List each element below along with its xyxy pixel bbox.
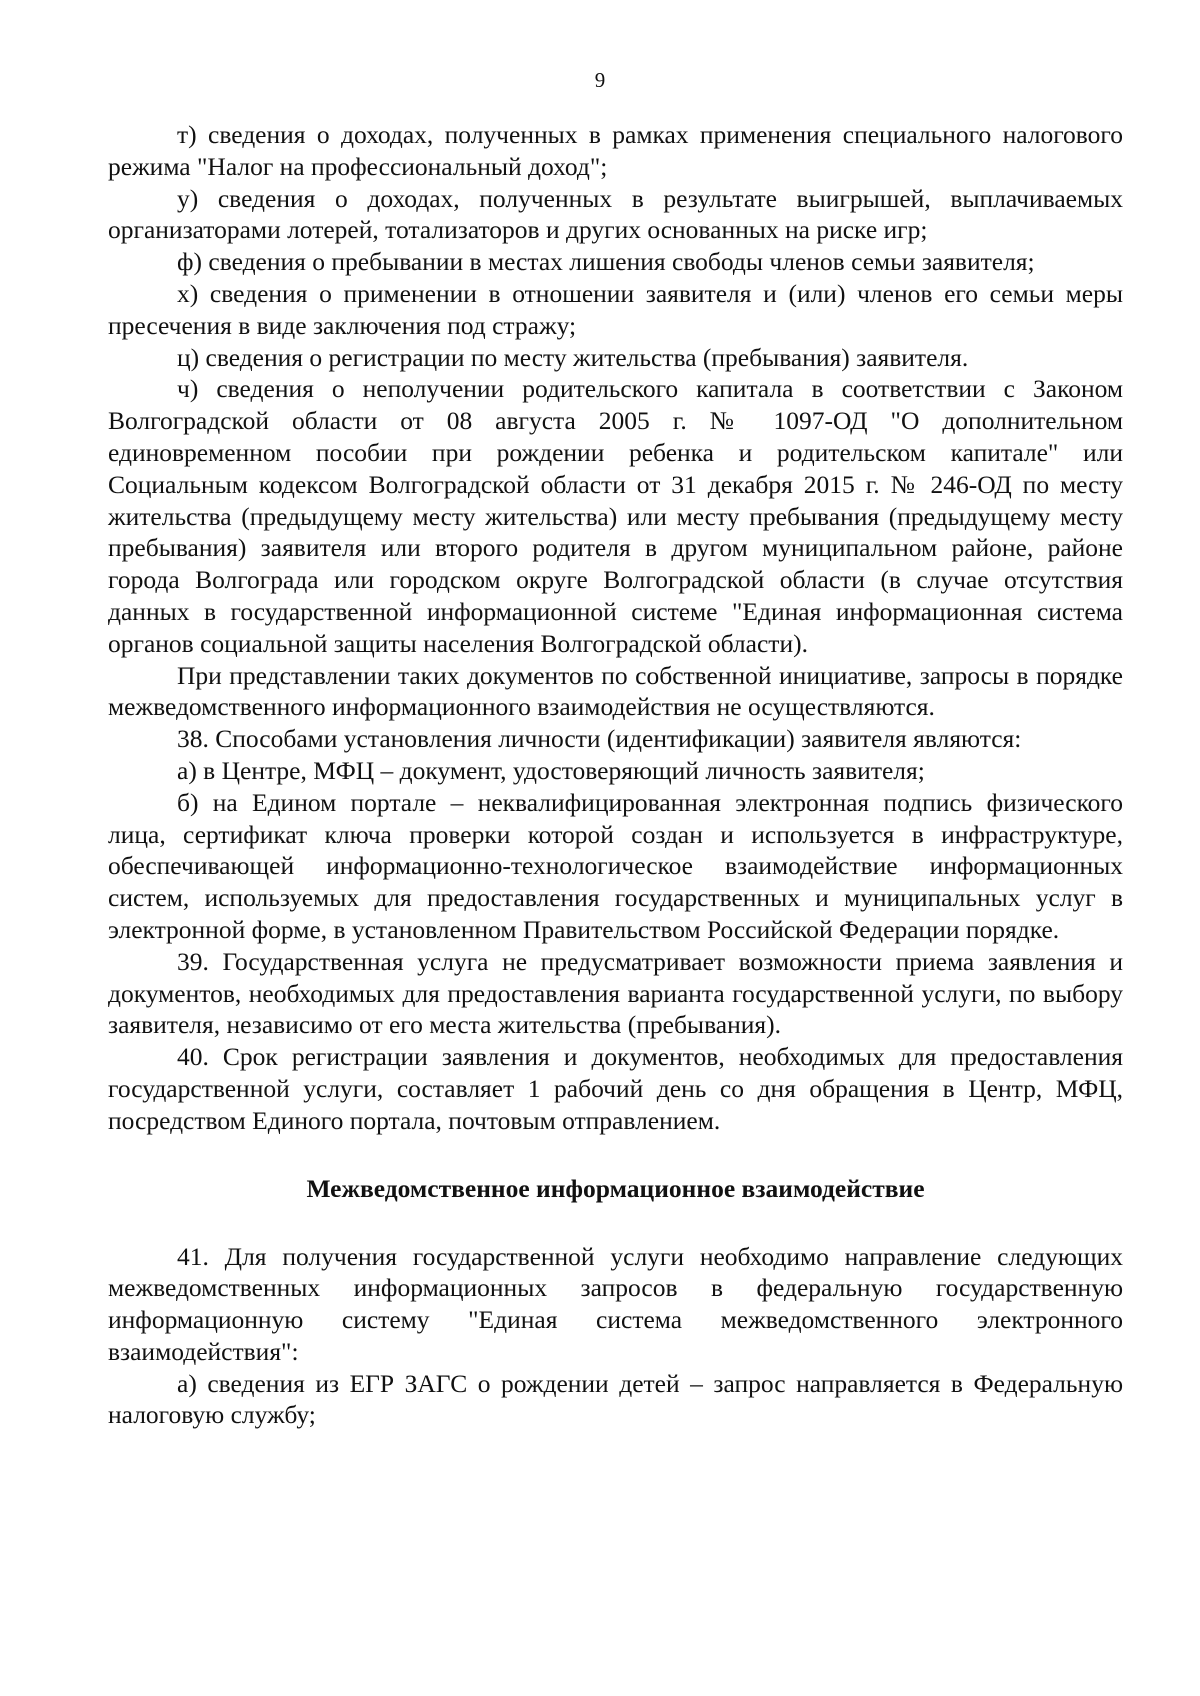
- paragraph-kh: х) сведения о применении в отношении заявителя и (или) членов его семьи меры пресечения в виде заключения под стражу;: [108, 278, 1123, 340]
- document-body: [108, 119, 1123, 1431]
- page-number: 9: [594, 68, 606, 92]
- paragraph-ch: ч) сведения о неполучении родительского капитала в соответствии с Законом Волгоградской области от 08 августа 2005 г. № 1097-ОД "О дополнительном единовременном пособии при рождении ребенка и родительском капитале" или Социальным кодексом Волгоградской области от 31 декабря 2015 г. № 246-ОД по месту жительства (предыдущему месту жительства) или месту пребывания (предыдущему месту пребывания) заявителя или второго родителя в другом муниципальном районе, районе города Волгограда или городском округе Волгоградской области (в случае отсутствия данных в государственной информационной системе "Единая информационная система органов социальной защиты населения Волгоградской области).: [108, 374, 1123, 658]
- paragraph-38-b: б) на Едином портале – неквалифицированная электронная подпись физического лица, сертификат ключа проверки которой создан и используется в инфраструктуре, обеспечивающей информационно-технологическое взаимодействие информационных систем, используемых для предоставления государственных и муниципальных услуг в электронной форме, в установленном Правительством Российской Федерации порядке.: [108, 787, 1123, 944]
- paragraph-41-a: а) сведения из ЕГР ЗАГС о рождении детей – запрос направляется в Федеральную налоговую службу;: [108, 1368, 1123, 1430]
- paragraph-u: у) сведения о доходах, полученных в результате выигрышей, выплачиваемых организаторами лотерей, тотализаторов и других основанных на риске игр;: [108, 183, 1123, 245]
- paragraph-39: 39. Государственная услуга не предусматривает возможности приема заявления и документов, необходимых для предоставления варианта государственной услуги, по выбору заявителя, независимо от его места жительства (пребывания).: [108, 946, 1123, 1040]
- paragraph-40: 40. Срок регистрации заявления и документов, необходимых для предоставления государственной услуги, составляет 1 рабочий день со дня обращения в Центр, МФЦ, посредством Единого портала, почтовым отправлением.: [108, 1042, 1123, 1135]
- paragraph-38-a: а) в Центре, МФЦ – документ, удостоверяющий личность заявителя;: [177, 755, 925, 785]
- paragraph-38: 38. Способами установления личности (идентификации) заявителя являются:: [177, 724, 1022, 754]
- paragraph-41: 41. Для получения государственной услуги необходимо направление следующих межведомственных информационных запросов в федеральную государственную информационную систему "Единая система межведомственного электронного взаимодействия":: [108, 1241, 1123, 1366]
- paragraph-own-initiative: При представлении таких документов по собственной инициативе, запросы в порядке межведомственного информационного взаимодействия не осуществляются.: [108, 660, 1123, 722]
- paragraph-ts: ц) сведения о регистрации по месту жительства (пребывания) заявителя.: [177, 342, 969, 372]
- paragraph-t: т) сведения о доходах, полученных в рамках применения специального налогового режима "Налог на профессиональный доход";: [108, 120, 1123, 181]
- section-heading: Межведомственное информационное взаимодействие: [306, 1173, 925, 1203]
- paragraph-f: ф) сведения о пребывании в местах лишения свободы членов семьи заявителя;: [177, 247, 1035, 277]
